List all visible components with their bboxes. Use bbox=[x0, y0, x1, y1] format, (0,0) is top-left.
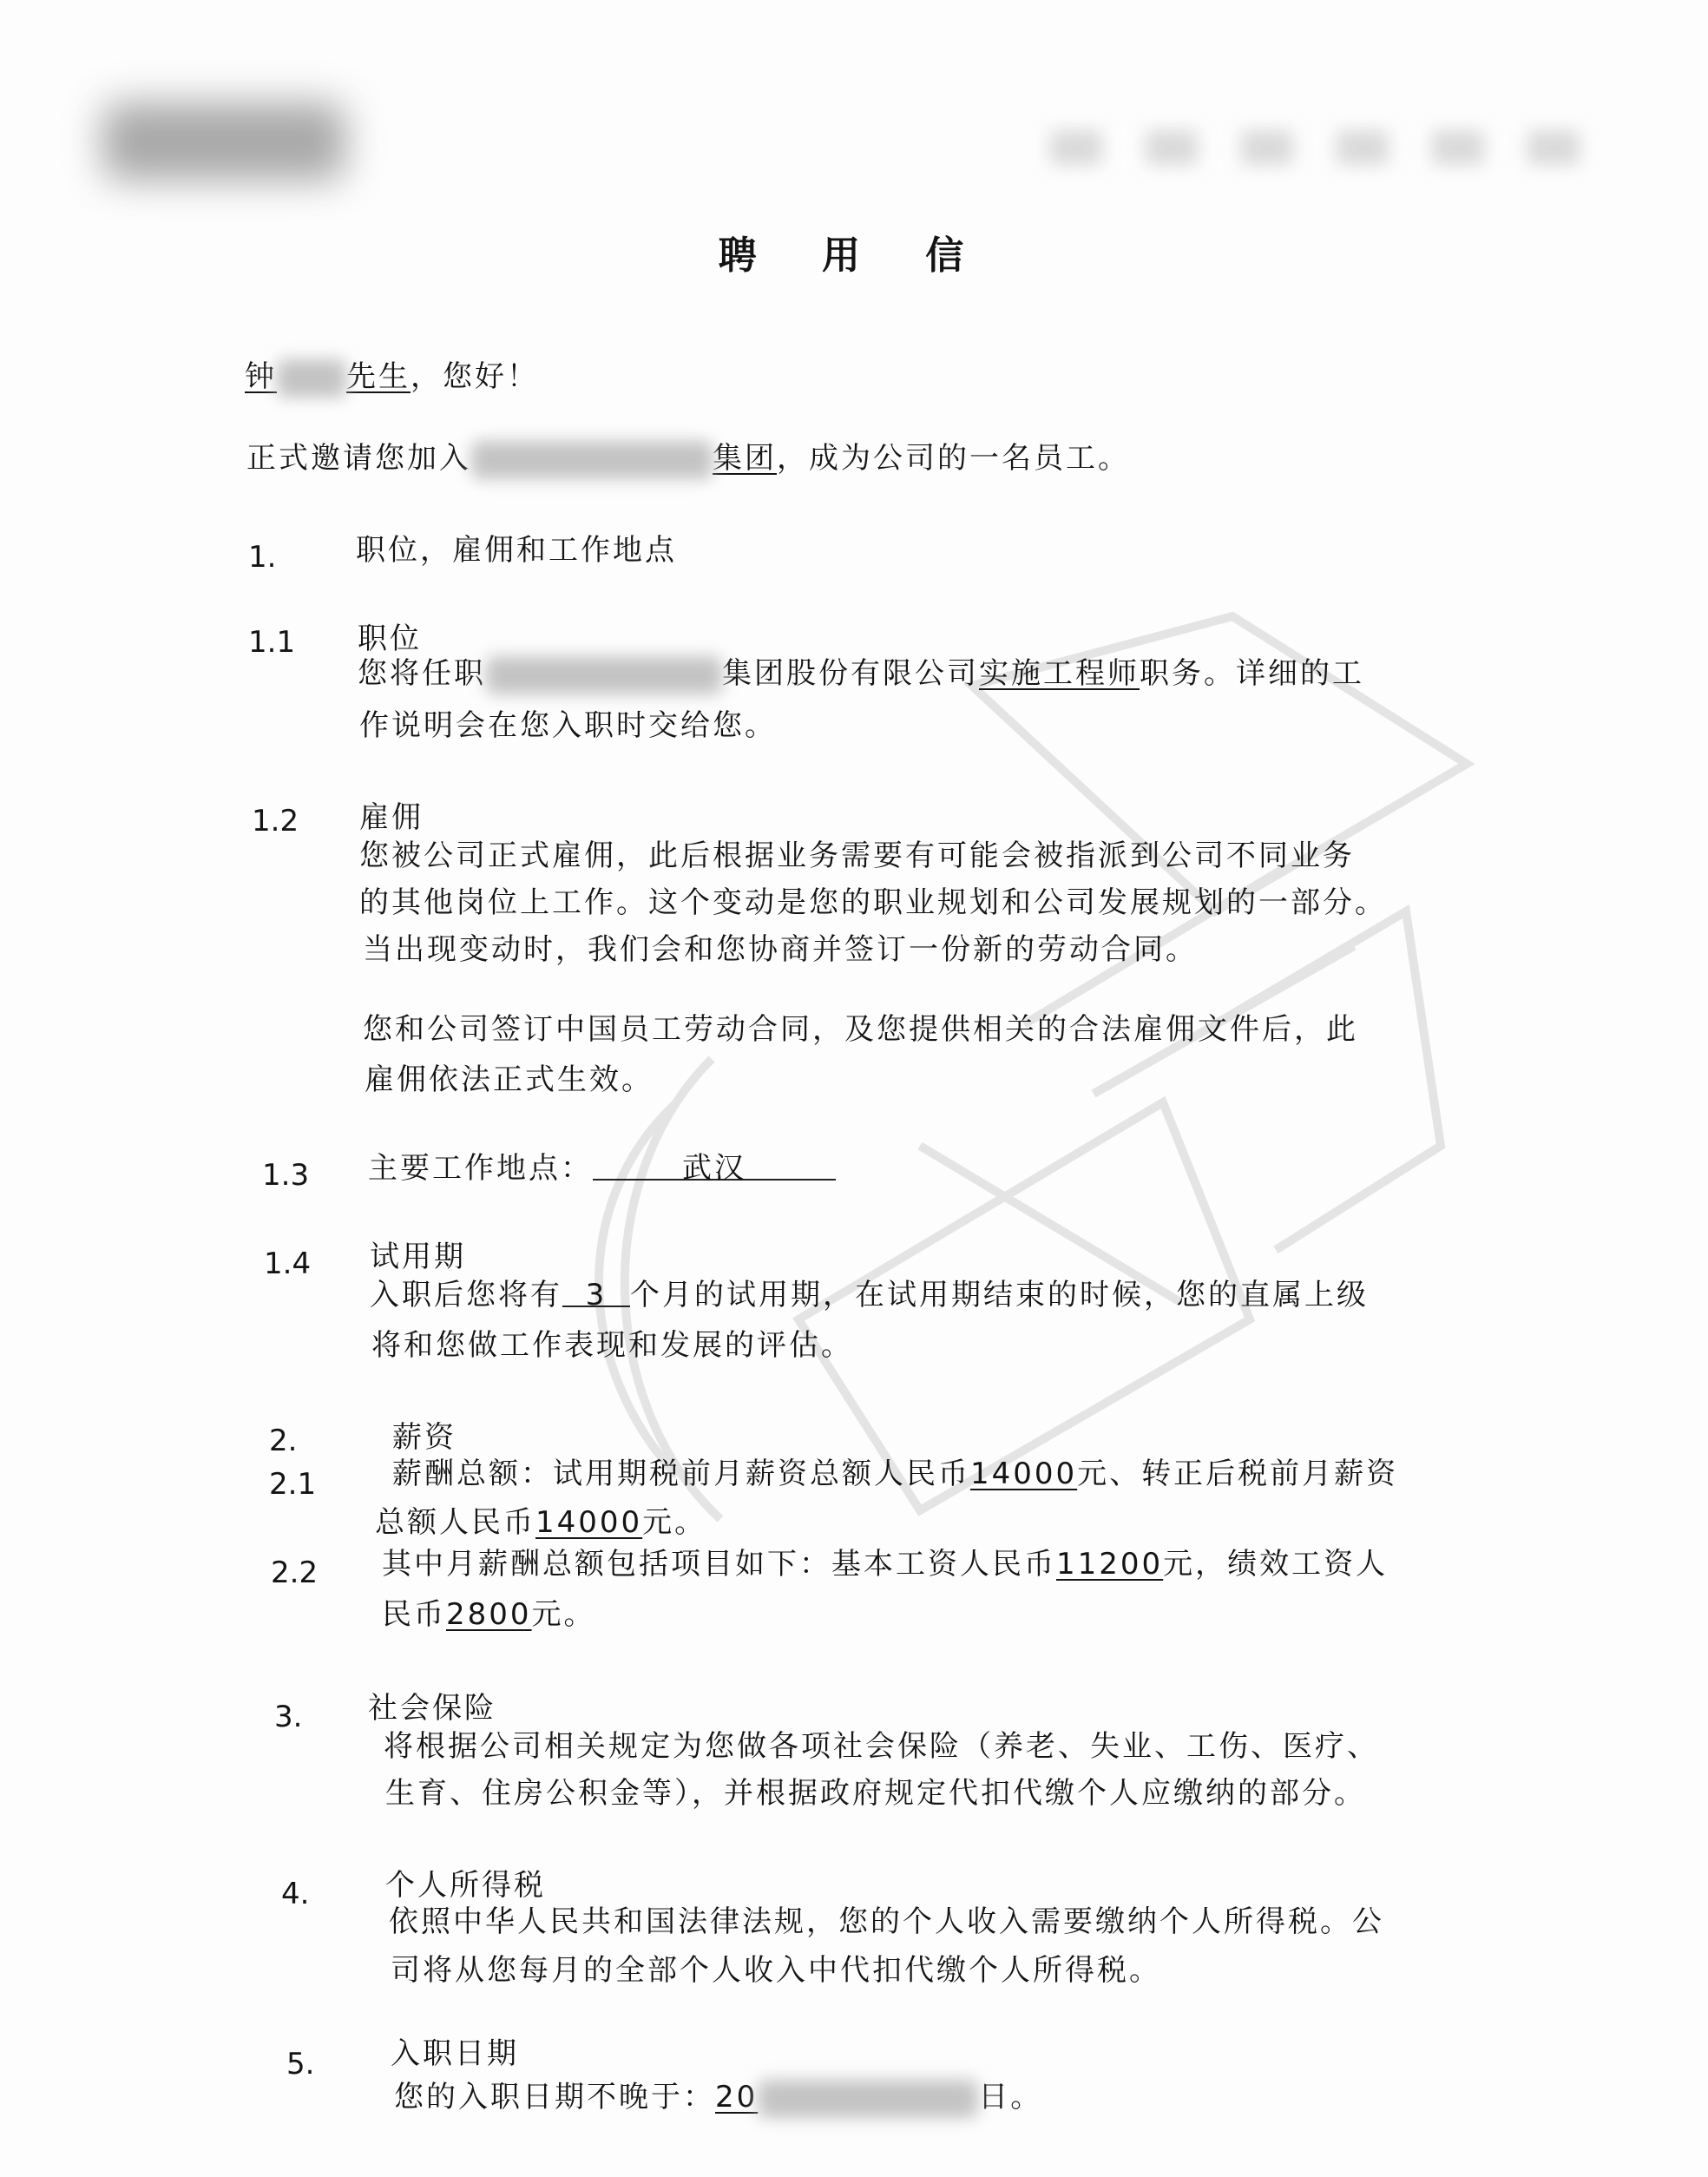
work-location-label: 主要工作地点： bbox=[368, 1151, 593, 1186]
section-2-1-line-1 bbox=[392, 1451, 1398, 1496]
intro-tail: ，成为公司的一名员工。 bbox=[777, 441, 1130, 476]
section-3-line-1: 将根据公司相关规定为您做各项社会保险（养老、失业、工伤、医疗、 bbox=[384, 1729, 1379, 1764]
greeting-line bbox=[245, 354, 539, 399]
section-1-4-number: 1.4 bbox=[264, 1246, 312, 1281]
start-date-year-prefix: 20 bbox=[715, 2080, 759, 2115]
probation-months-value: 3 bbox=[585, 1278, 608, 1312]
start-date-suffix: 日。 bbox=[978, 2080, 1043, 2115]
section-1-2-p2-line-1: 您和公司签订中国员工劳动合同，及您提供相关的合法雇佣文件后，此 bbox=[363, 1012, 1358, 1047]
redacted-start-date bbox=[758, 2080, 978, 2118]
section-1-4-line-1 bbox=[370, 1273, 1369, 1318]
salary-text-start: 薪酬总额：试用期税前月薪资总额人民币 bbox=[392, 1457, 970, 1491]
section-1-2-p1-line-1: 您被公司正式雇佣，此后根据业务需要有可能会被指派到公司不同业务 bbox=[359, 839, 1355, 873]
section-1-heading: 职位，雇佣和工作地点 bbox=[356, 533, 677, 568]
work-location-field bbox=[593, 1146, 836, 1186]
redacted-company-name bbox=[471, 441, 713, 479]
section-1-1-line-1 bbox=[358, 651, 1364, 696]
salary-breakdown-mid: 元，绩效工资人 bbox=[1163, 1547, 1389, 1582]
section-2-1-number: 2.1 bbox=[269, 1467, 317, 1502]
section-5-line bbox=[394, 2075, 1042, 2120]
performance-salary-label: 民币 bbox=[382, 1597, 446, 1632]
greeting-tail: ，您好！ bbox=[411, 359, 539, 394]
section-1-1-heading: 职位 bbox=[358, 622, 422, 656]
section-2-2-line-2 bbox=[382, 1592, 596, 1637]
section-3-heading: 社会保险 bbox=[368, 1691, 496, 1726]
section-1-2-p1-line-2: 的其他岗位上工作。这个变动是您的职业规划和公司发展规划的一部分。 bbox=[359, 885, 1387, 920]
section-2-heading: 薪资 bbox=[392, 1420, 457, 1455]
section-3-line-2: 生育、住房公积金等），并根据政府规定代扣代缴个人应缴纳的部分。 bbox=[385, 1776, 1366, 1811]
regular-salary-tail: 元。 bbox=[642, 1505, 707, 1540]
probation-text-end: 个月的试用期，在试用期结束的时候，您的直属上级 bbox=[630, 1278, 1369, 1312]
blurred-header-links bbox=[1050, 130, 1606, 165]
section-2-1-line-2 bbox=[375, 1500, 706, 1545]
salary-text-mid: 元、转正后税前月薪资 bbox=[1077, 1457, 1399, 1491]
probation-salary-value: 14000 bbox=[970, 1457, 1078, 1491]
regular-salary-value: 14000 bbox=[535, 1505, 643, 1540]
section-1-2-p2-line-2: 雇佣依法正式生效。 bbox=[365, 1062, 654, 1097]
section-4-line-2: 司将从您每月的全部个人收入中代扣代缴个人所得税。 bbox=[391, 1953, 1161, 1988]
base-salary-value: 11200 bbox=[1056, 1547, 1164, 1582]
position-title: 实施工程师 bbox=[979, 656, 1140, 691]
recipient-surname: 钟 bbox=[245, 359, 277, 394]
section-1-2-heading: 雇佣 bbox=[359, 800, 424, 835]
position-text-start: 您将任职 bbox=[358, 656, 486, 691]
performance-salary-tail: 元。 bbox=[531, 1597, 596, 1632]
section-2-2-number: 2.2 bbox=[271, 1555, 319, 1590]
section-5-heading: 入职日期 bbox=[391, 2036, 519, 2071]
section-1-4-line-2: 将和您做工作表现和发展的评估。 bbox=[371, 1328, 853, 1363]
section-1-3-line bbox=[368, 1146, 836, 1191]
intro-text-start: 正式邀请您加入 bbox=[246, 441, 471, 476]
section-1-1-line-2: 作说明会在您入职时交给您。 bbox=[359, 708, 777, 743]
start-date-label: 您的入职日期不晚于： bbox=[394, 2080, 715, 2115]
section-4-line-1: 依照中华人民共和国法律法规，您的个人收入需要缴纳个人所得税。公 bbox=[389, 1904, 1384, 1939]
work-location-value: 武汉 bbox=[682, 1151, 746, 1186]
section-1-3-number: 1.3 bbox=[262, 1158, 310, 1193]
section-1-2-p1-line-3: 当出现变动时，我们会和您协商并签订一份新的劳动合同。 bbox=[363, 932, 1198, 967]
redacted-given-name bbox=[277, 359, 346, 398]
salary-breakdown-text: 其中月薪酬总额包括项目如下：基本工资人民币 bbox=[382, 1547, 1056, 1582]
section-5-number: 5. bbox=[286, 2047, 315, 2082]
section-1-2-number: 1.2 bbox=[252, 804, 299, 839]
blurred-company-logo bbox=[102, 102, 345, 181]
section-3-number: 3. bbox=[274, 1700, 303, 1734]
intro-group: 集团 bbox=[713, 441, 777, 476]
section-2-number: 2. bbox=[269, 1424, 298, 1458]
probation-text-start: 入职后您将有 bbox=[370, 1278, 562, 1312]
intro-line bbox=[246, 436, 1130, 481]
section-1-4-heading: 试用期 bbox=[370, 1240, 466, 1274]
probation-months-field bbox=[562, 1273, 630, 1312]
position-company: 集团股份有限公司 bbox=[722, 656, 979, 691]
section-1-number: 1. bbox=[248, 540, 277, 575]
section-2-2-line-1 bbox=[382, 1542, 1388, 1587]
section-4-number: 4. bbox=[281, 1877, 310, 1911]
section-4-heading: 个人所得税 bbox=[385, 1868, 546, 1903]
recipient-title: 先生 bbox=[346, 359, 411, 394]
performance-salary-value: 2800 bbox=[446, 1597, 532, 1632]
regular-salary-label: 总额人民币 bbox=[375, 1505, 535, 1540]
position-text-end: 职务。详细的工 bbox=[1140, 656, 1364, 691]
section-1-1-number: 1.1 bbox=[248, 625, 296, 660]
letter-title: 聘 用 信 bbox=[718, 233, 990, 278]
redacted-company-name bbox=[486, 656, 722, 694]
